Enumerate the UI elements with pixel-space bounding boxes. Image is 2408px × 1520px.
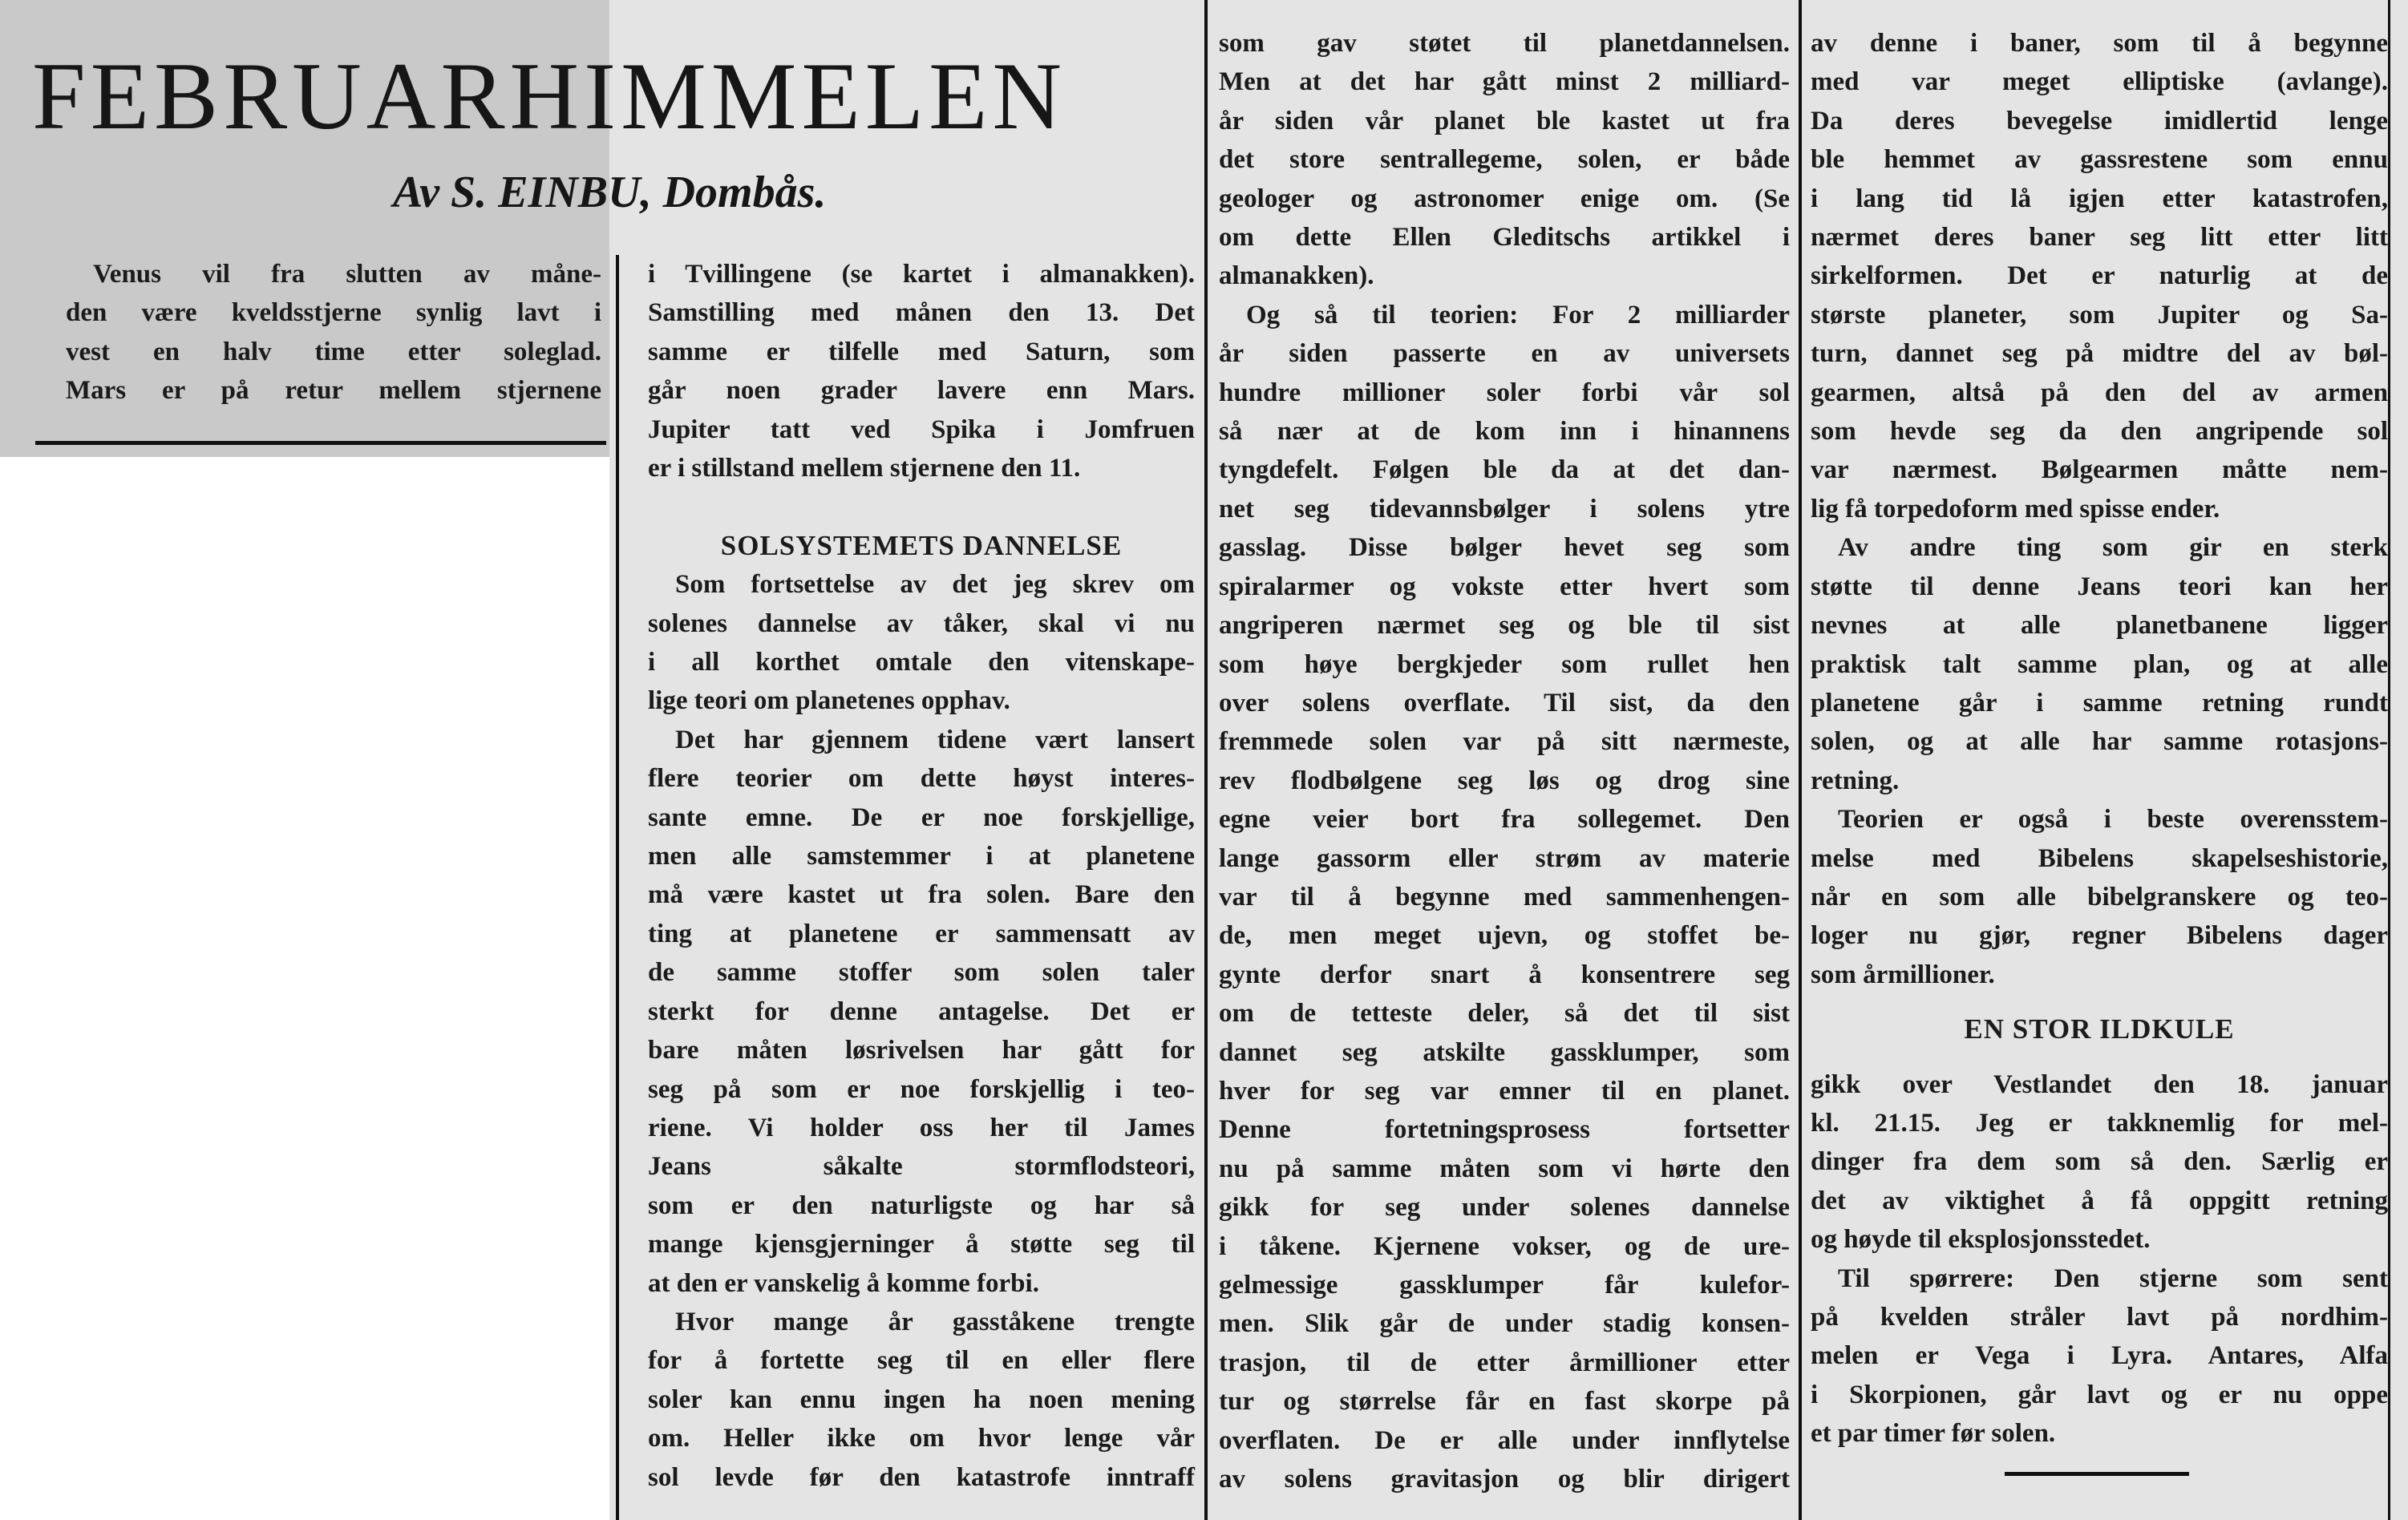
column-rule-vertical xyxy=(1204,0,1208,1520)
text-line: sirkelformen. Det er naturlig at de xyxy=(1811,261,2388,291)
text-line: gikk over Vestlandet den 18. januar xyxy=(1811,1069,2388,1099)
text-line: gelmessige gassklumper får kulefor- xyxy=(1219,1271,1790,1300)
text-line: gasslag. Disse bølger hevet seg som xyxy=(1219,533,1790,563)
text-line: at den er vanskelig å komme forbi. xyxy=(648,1268,1039,1298)
text-line: den være kveldsstjerne synlig lavt i xyxy=(66,298,601,328)
text-line: lige teori om planetenes opphav. xyxy=(648,686,1010,716)
text-line: Mars er på retur mellem stjernene xyxy=(66,376,601,406)
text-line: av denne i baner, som til å begynne xyxy=(1811,29,2388,58)
text-line: ting at planetene er sammensatt av xyxy=(648,919,1195,948)
text-line: Jeans såkalte stormflodsteori, xyxy=(648,1152,1195,1182)
text-line: trasjon, til de etter årmillioner etter xyxy=(1219,1348,1790,1377)
text-line: vest en halv time etter soleglad. xyxy=(66,337,601,366)
column-rule-vertical xyxy=(2388,0,2390,1520)
text-line: egne veier bort fra sollegemet. Den xyxy=(1219,805,1790,835)
column-3 xyxy=(1219,24,1790,1498)
text-line: i Skorpionen, går lavt og er nu oppe xyxy=(1811,1380,2388,1409)
text-line: når en som alle bibelgranskere og teo- xyxy=(1811,882,2388,912)
text-line: om. Heller ikke om hvor lenge vår xyxy=(648,1424,1195,1453)
column-rule-horizontal xyxy=(35,441,606,445)
text-line: sol levde før den katastrofe inntraff xyxy=(648,1462,1195,1492)
text-line: Og så til teorien: For 2 milliarder xyxy=(1246,300,1790,329)
text-line: det store sentrallegeme, solen, er både xyxy=(1219,145,1790,175)
text-line: riene. Vi holder oss her til James xyxy=(648,1113,1195,1142)
text-line: år siden vår planet ble kastet ut fra xyxy=(1219,106,1790,135)
text-line: ble hemmet av gassrestene som ennu xyxy=(1811,145,2388,175)
text-line: sterkt for denne antagelse. Det er xyxy=(648,996,1195,1026)
text-line: solen, og at alle har samme rotasjons- xyxy=(1811,727,2388,757)
text-line: Teorien er også i beste overensstem- xyxy=(1838,805,2388,835)
text-line: Jupiter tatt ved Spika i Jomfruen xyxy=(648,414,1195,444)
text-line: angriperen nærmet seg og ble til sist xyxy=(1219,611,1790,641)
text-line: hundre millioner soler forbi vår sol xyxy=(1219,378,1790,407)
text-line: som hevde seg da den angripende sol xyxy=(1811,417,2388,447)
text-line: går noen grader lavere enn Mars. xyxy=(648,376,1195,406)
text-line: fremmede solen var på sitt nærmeste, xyxy=(1219,727,1790,757)
text-line: planetene går i samme retning rundt xyxy=(1811,688,2388,718)
text-line: bare måten løsrivelsen har gått for xyxy=(648,1036,1195,1065)
text-line: men. Slik går de under stadig konsen- xyxy=(1219,1309,1790,1339)
section-heading: EN STOR ILDKULE xyxy=(1964,1013,2235,1045)
text-line: de samme stoffer som solen taler xyxy=(648,958,1195,988)
text-line: i all korthet omtale den vitenskape- xyxy=(648,648,1195,677)
column-rule-vertical xyxy=(1799,0,1802,1520)
text-line: det av viktighet å få oppgitt retning xyxy=(1811,1186,2388,1215)
column-4 xyxy=(1811,24,2388,1453)
text-line: som høye bergkjeder som rullet hen xyxy=(1219,649,1790,679)
text-line: dinger fra dem som så den. Særlig er xyxy=(1811,1147,2388,1177)
text-line: geologer og astronomer enige om. (Se xyxy=(1219,184,1790,213)
text-line: som årmillioner. xyxy=(1811,960,1995,989)
text-line: spiralarmer og vokste etter hvert som xyxy=(1219,572,1790,601)
text-line: var til å begynne med sammenhengen- xyxy=(1219,882,1790,912)
text-line: i Tvillingene (se kartet i almanakken). xyxy=(648,260,1195,289)
text-line: melse med Bibelens skapelseshistorie, xyxy=(1811,843,2388,873)
text-line: i lang tid lå igjen etter katastrofen, xyxy=(1811,184,2388,213)
text-line: tyngdefelt. Følgen ble da at det dan- xyxy=(1219,455,1790,485)
text-line: overflaten. De er alle under innflytelse xyxy=(1219,1425,1790,1455)
text-line: solenes dannelse av tåker, skal vi nu xyxy=(648,608,1195,638)
text-line: som gav støtet til planetdannelsen. xyxy=(1219,29,1790,58)
text-line: Venus vil fra slutten av måne- xyxy=(93,260,601,289)
text-line: så nær at de kom inn i hinannens xyxy=(1219,417,1790,447)
text-line: hver for seg var emner til en planet. xyxy=(1219,1076,1790,1106)
text-line: net seg tidevannsbølger i solens ytre xyxy=(1219,494,1790,524)
text-line: Til spørrere: Den stjerne som sent xyxy=(1838,1263,2388,1293)
text-line: er i stillstand mellem stjernene den 11. xyxy=(648,454,1081,483)
text-line: med var meget elliptiske (avlange). xyxy=(1811,67,2388,97)
text-line: Da deres bevegelse imidlertid lenge xyxy=(1811,106,2388,135)
text-line: praktisk talt samme plan, og at alle xyxy=(1811,649,2388,679)
text-line: Som fortsettelse av det jeg skrev om xyxy=(675,570,1195,600)
text-line: almanakken). xyxy=(1219,261,1374,291)
text-line: retning. xyxy=(1811,766,1900,795)
text-line: må være kastet ut fra solen. Bare den xyxy=(648,880,1195,910)
text-line: og høyde til eksplosjonsstedet. xyxy=(1811,1225,2151,1255)
text-line: Det har gjennem tidene vært lansert xyxy=(675,725,1195,754)
text-line: Denne fortetningsprosess fortsetter xyxy=(1219,1115,1790,1145)
blank-line xyxy=(648,487,1195,526)
text-line: nu på samme måten som vi hørte den xyxy=(1219,1154,1790,1183)
text-line: år siden passerte en av universets xyxy=(1219,339,1790,369)
text-line: seg på som er noe forskjellig i teo- xyxy=(648,1074,1195,1104)
column-rule-vertical xyxy=(616,255,619,1520)
text-line: men alle samstemmer i at planetene xyxy=(648,842,1195,871)
text-line: om de tetteste deler, så det til sist xyxy=(1219,999,1790,1029)
end-rule xyxy=(2005,1472,2189,1476)
column-1 xyxy=(66,255,601,410)
text-line: av solens gravitasjon og blir dirigert xyxy=(1219,1465,1790,1494)
text-line: sante emne. De er noe forskjellige, xyxy=(648,802,1195,832)
text-line: flere teorier om dette høyst interes- xyxy=(648,764,1195,794)
text-line: loger nu gjør, regner Bibelens dager xyxy=(1811,921,2388,951)
section-heading: SOLSYSTEMETS DANNELSE xyxy=(720,529,1123,561)
text-line: Hvor mange år gasståkene trengte xyxy=(675,1307,1195,1336)
text-line: over solens overflate. Til sist, da den xyxy=(1219,688,1790,718)
text-line: soler kan ennu ingen ha noen mening xyxy=(648,1385,1195,1414)
text-line: som er den naturligste og har så xyxy=(648,1191,1195,1220)
headline: FEBRUARHIMMELEN xyxy=(32,42,1067,149)
text-line: gikk for seg under solenes dannelse xyxy=(1219,1193,1790,1223)
text-line: om dette Ellen Gleditschs artikkel i xyxy=(1219,223,1790,253)
text-line: lange gassorm eller strøm av materie xyxy=(1219,843,1790,873)
column-2 xyxy=(648,255,1195,1497)
text-line: samme er tilfelle med Saturn, som xyxy=(648,337,1195,366)
text-line: på kvelden stråler lavt på nordhim- xyxy=(1811,1303,2388,1332)
text-line: var nærmest. Bølgearmen måtte nem- xyxy=(1811,455,2388,485)
text-line: gynte derfor snart å konsentrere seg xyxy=(1219,960,1790,989)
text-line: Samstilling med månen den 13. Det xyxy=(648,298,1195,328)
byline: Av S. EINBU, Dombås. xyxy=(393,168,827,217)
text-line: kl. 21.15. Jeg er takknemlig for mel- xyxy=(1811,1108,2388,1138)
text-line: lig få torpedoform med spisse ender. xyxy=(1811,494,2220,524)
text-line: et par timer før solen. xyxy=(1811,1419,2056,1449)
text-line: for å fortette seg til en eller flere xyxy=(648,1346,1195,1376)
text-line: melen er Vega i Lyra. Antares, Alfa xyxy=(1811,1341,2388,1371)
text-line: nevnes at alle planetbanene ligger xyxy=(1811,611,2388,641)
text-line: gearmen, altså på den del av armen xyxy=(1811,378,2388,407)
text-line: tur og størrelse får en fast skorpe på xyxy=(1219,1387,1790,1417)
text-line: største planeter, som Jupiter og Sa- xyxy=(1811,300,2388,329)
text-line: Av andre ting som gir en sterk xyxy=(1838,533,2388,563)
text-line: Men at det har gått minst 2 milliard- xyxy=(1219,67,1790,97)
text-line: i tåkene. Kjernene vokser, og de ure- xyxy=(1219,1231,1790,1261)
text-line: støtte til denne Jeans teori kan her xyxy=(1811,572,2388,601)
text-line: turn, dannet seg på midtre del av bøl- xyxy=(1811,339,2388,369)
text-line: rev flodbølgene seg løs og drog sine xyxy=(1219,766,1790,795)
text-line: mange kjensgjerninger å støtte seg til xyxy=(648,1230,1195,1259)
text-line: de, men meget ujevn, og stoffet be- xyxy=(1219,921,1790,951)
text-line: nærmet deres baner seg litt etter litt xyxy=(1811,223,2388,253)
text-line: dannet seg atskilte gassklumper, som xyxy=(1219,1037,1790,1067)
